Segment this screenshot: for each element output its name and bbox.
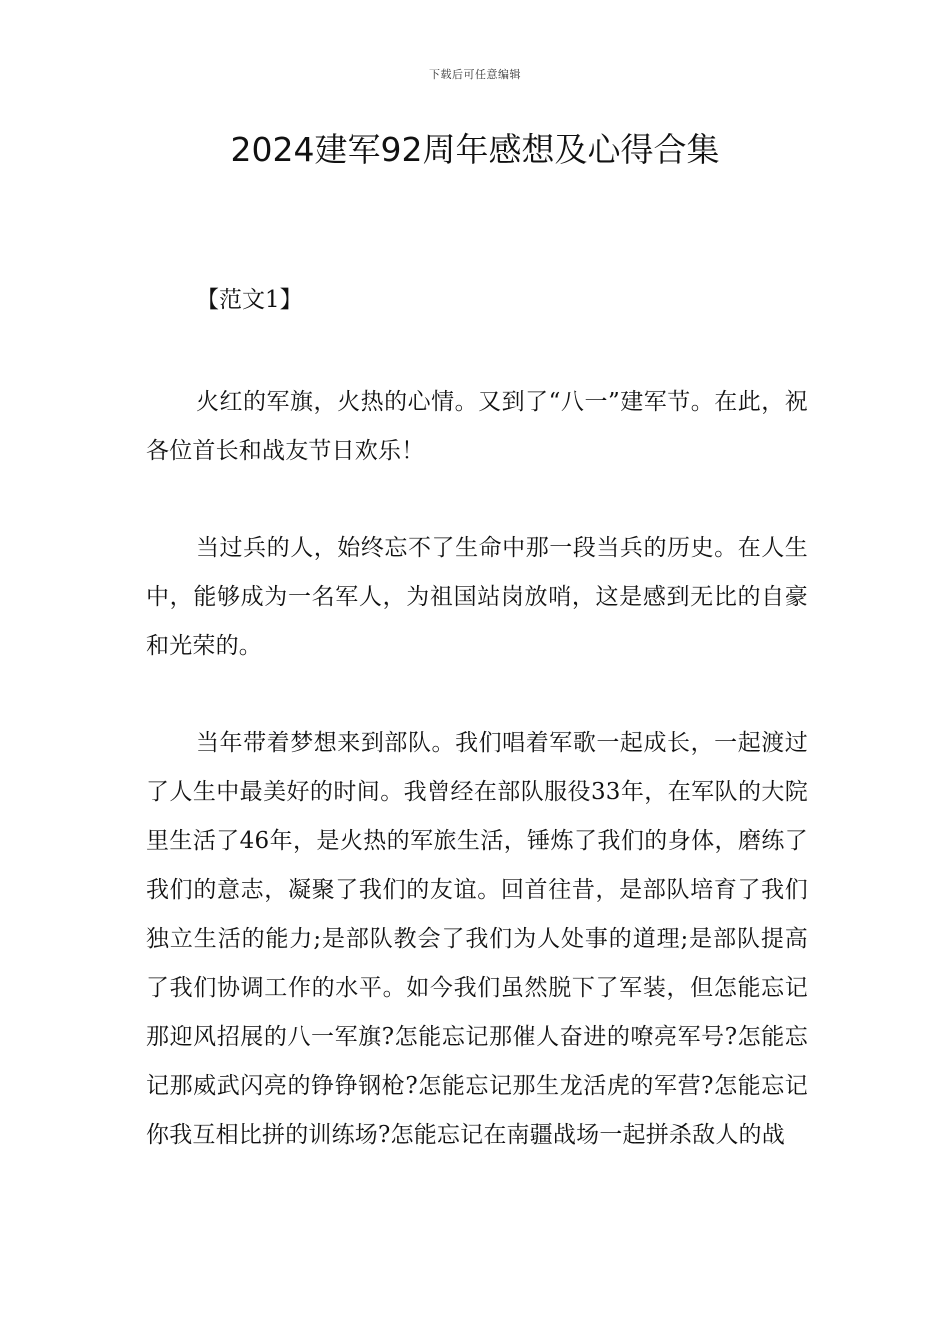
- paragraph-2: 当过兵的人，始终忘不了生命中那一段当兵的历史。在人生中，能够成为一名军人，为祖国站岗放哨，这是感到无比的自豪和光荣的。: [146, 535, 808, 659]
- document-title: 2024建军92周年感想及心得合集: [230, 130, 720, 169]
- paragraph-1: 火红的军旗，火热的心情。又到了“八一”建军节。在此，祝各位首长和战友节日欢乐！: [146, 389, 808, 464]
- section-label: 【范文1】: [196, 287, 303, 313]
- header-note: 下载后可任意编辑: [429, 68, 521, 81]
- paragraph-3: 当年带着梦想来到部队。我们唱着军歌一起成长，一起渡过了人生中最美好的时间。我曾经在部队服役33年，在军队的大院里生活了46年，是火热的军旅生活，锤炼了我们的身体，磨练了我们的意志，凝聚了我们的友谊。回首往昔，是部队培育了我们独立生活的能力;是部队教会了我们为人处事的道理;是部队提高了我们协调工作的水平。如今我们虽然脱下了军装，但怎能忘记那迎风招展的八一军旗?怎能忘记那催人奋进的嘹亮军号?怎能忘记那威武闪亮的铮铮钢枪?怎能忘记那生龙活虎的军营?怎能忘记你我互相比拼的训练场?怎能忘记在南疆战场一起拼杀敌人的战: [146, 730, 808, 1148]
